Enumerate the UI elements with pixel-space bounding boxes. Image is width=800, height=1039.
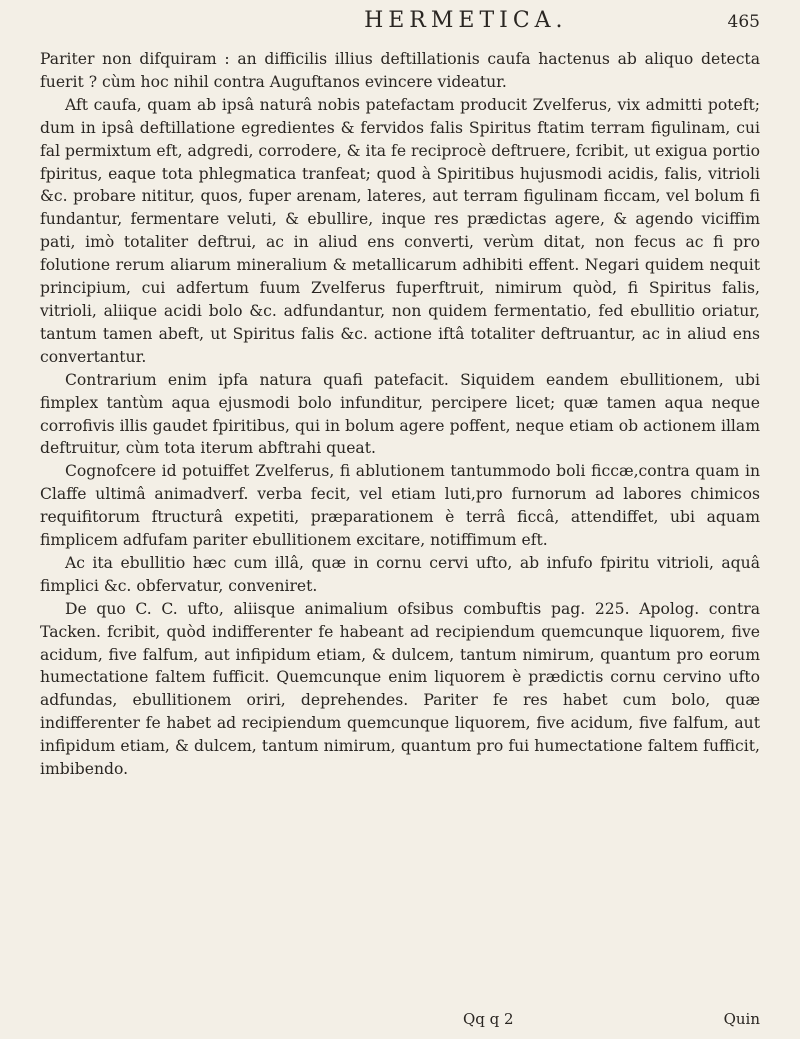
page-header [40, 8, 760, 44]
paragraph: De quo C. C. ufto, aliisque animalium ofsibus combuftis pag. 225. Apolog. contra Tacken. fcribit, quòd indifferenter fe habeant ad recipiendum quemcunque liquorem, five acidum, five falfum, aut infipidum etiam, & dulcem, tantum nimirum, quantum pro eorum humectatione faltem fufficit. Quemcunque enim liquorem è prædictis cornu cervino ufto adfundas, ebullitionem oriri, deprehendes. Pariter fe res habet cum bolo, quæ indifferenter fe habet ad recipiendum quemcunque liquorem, five acidum, five falfum, aut infipidum etiam, & dulcem, tantum nimirum, quantum pro fui humectatione faltem fufficit, imbibendo. [40, 599, 760, 779]
signature-mark: Qq q 2 [462, 1010, 514, 1028]
paragraph: Aft caufa, quam ab ipsâ naturâ nobis patefactam producit Zvelferus, vix admitti poteft; dum in ipsâ deftillatione egredientes & fervidos falis Spiritus ftatim terram figulinam, cui fal permixtum eft, adgredi, corrodere, & ita fe reciprocè deftruere, fcribit, ut exigua portio fpiritus, eaque tota phlegmatica tranfeat; quod à Spiritibus hujusmodi acidis, falis, vitrioli &c. probare nititur, quos, fuper arenam, lateres, aut terram figulinam ficcam, vel bolum fi fundantur, fermentare veluti, & ebullire, inque res prædictas agere, & agendo viciffim pati, imò totaliter deftrui, ac in aliud ens converti, verùm ditat, non fecus ac fi pro folutione rerum aliarum mineralium & metallicarum adhibiti effent. Negari quidem nequit principium, cui adfertum fuum Zvelferus fuperftruit, nimirum quòd, fi Spiritus falis, vitrioli, aliique acidi bolo &c. adfundantur, non quidem fermentatio, fed ebullitio oriatur, tantum tamen abeft, ut Spiritus falis &c. actione iftâ totaliter deftruantur, ac in aliud ens convertantur. [40, 95, 760, 366]
paragraph: Pariter non difquiram : an difficilis illius deftillationis caufa hactenus ab aliquo detecta fuerit ? cùm hoc nihil contra Auguftanos evincere videatur. [40, 50, 760, 91]
page-number: 465 [727, 12, 760, 32]
paragraph: Ac ita ebullitio hæc cum illâ, quæ in cornu cervi ufto, ab infufo fpiritu vitrioli, aquâ fimplici &c. obfervatur, conveniret. [40, 553, 760, 595]
body-text [40, 48, 760, 781]
paragraph: Contrarium enim ipfa natura quafi patefacit. Siquidem eandem ebullitionem, ubi fimplex tantùm aqua ejusmodi bolo infunditur, percipere licet; quæ tamen aqua neque corrofivis illis gaudet fpiritibus, qui in bolum agere poffent, neque etiam ob actionem illam deftruitur, cùm tota iterum abftrahi queat. [40, 370, 760, 458]
catchword: Quin [723, 1010, 760, 1028]
page-footer [40, 1010, 760, 1028]
running-head: HERMETICA. [364, 8, 568, 33]
paragraph: Cognofcere id potuiffet Zvelferus, fi ablutionem tantummodo boli ficcæ,contra quam in Claffe ultimâ animadverf. verba fecit, vel etiam luti,pro furnorum ad labores chimicos requifitorum ftructurâ expetiti, præparationem è terrâ ficcâ, attendiffet, ubi aquam fimplicem adfufam pariter ebullitionem excitare, notiffimum eft. [40, 462, 760, 550]
